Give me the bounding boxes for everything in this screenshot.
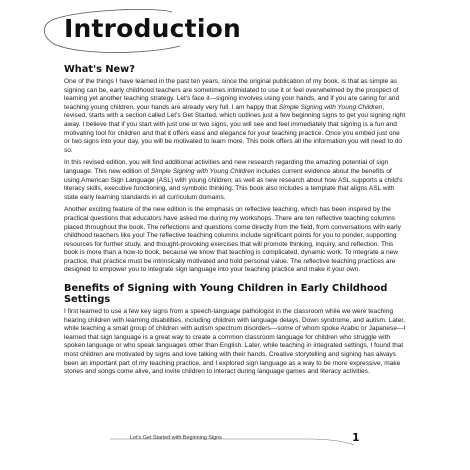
- paragraph: One of the things I have learned in the past ten years, since the original publication of my book, is that as simple as signing can be, early childhood teachers are sometimes intimidated to use it or feel overwhelmed by the prospect of learning yet another teaching strategy. Let's face it—signing involves using your hands, and if you are caring for and teaching young children, your hands are already very full. I am happy that Simple Signing with Young Children, revised, starts with a section called Let's Get Started, which outlines just a few beginning signs to get you signing right away. I believe that if you start with just one or two signs, you will see and feel immediately that signing is a fun and motivating tool for children and that it offers ease and elegance for your teaching practice. Once you embed just one or two signs into your day, you will be motivated to learn more. This book offers all the information you will need to do so.: [64, 78, 406, 154]
- page-number: 1: [352, 431, 360, 444]
- page-footer: [108, 433, 358, 447]
- section-heading-benefits: Benefits of Signing with Young Children in Early Childhood Settings: [64, 283, 388, 306]
- paragraph: I first learned to use a few key signs from a speech-language pathologist in the classroom while we were teaching hearing children with learning disabilities, including children with language delays, Down syndrome, and autism. Later, while teaching a small group of children with autism spectrum disorders—some of whom spoke Arabic or Japanese—I learned that sign language is a great way to create a common classroom language for children who struggle with spoken language or who speak languages other than English. Later, while teaching in integrated settings, I found that most children are motivated by signs and love talking with their hands. Creative storytelling and signing has always been an important part of my teaching practice, and I explored sign language as a way to be more expressive, make stories and songs come alive, and invite children to interact during language games and literacy activities.: [64, 308, 406, 376]
- section-heading-whats-new: What's New?: [64, 64, 135, 75]
- running-footer-title: Let's Get Started with Beginning Signs: [130, 435, 222, 441]
- paragraph: Another exciting feature of the new edition is the emphasis on reflective teaching, which has been inspired by the practical questions that educators have asked me during my workshops. There are ten reflective teaching columns placed throughout the book. The reflections and questions come directly from the field, from conversations with early childhood teachers like you! The reflective teaching columns include significant points for you to ponder, supporting resources for further study, and thought-provoking exercises that will promote thinking, inquiry, and reflection. This book is more than a how-to book, because we know that teaching is complicated, dynamic work. To integrate a new practice, that practice must be intrinsically motivated and hold personal value. The reflective teaching practices are designed to empower you to integrate sign language into your teaching practice and make it your own.: [64, 206, 401, 274]
- main-content: [64, 64, 406, 381]
- book-title-emphasis: Simple Signing with Young Children: [150, 167, 255, 175]
- book-title-emphasis: Simple Signing with Young Children: [278, 103, 383, 111]
- paragraph: In this revised edition, you will find additional activities and new research regarding the amazing potential of sign language. This new edition of Simple Signing with Young Children includes current evidence about the benefits of using American Sign Language (ASL) with young children, as well as new research about how ASL supports a child's literacy skills, executive functioning, and symbolic thinking. This book also includes a template that aligns ASL with state early learning standards in all curriculum domains.: [64, 159, 403, 201]
- chapter-title: Introduction: [64, 14, 241, 43]
